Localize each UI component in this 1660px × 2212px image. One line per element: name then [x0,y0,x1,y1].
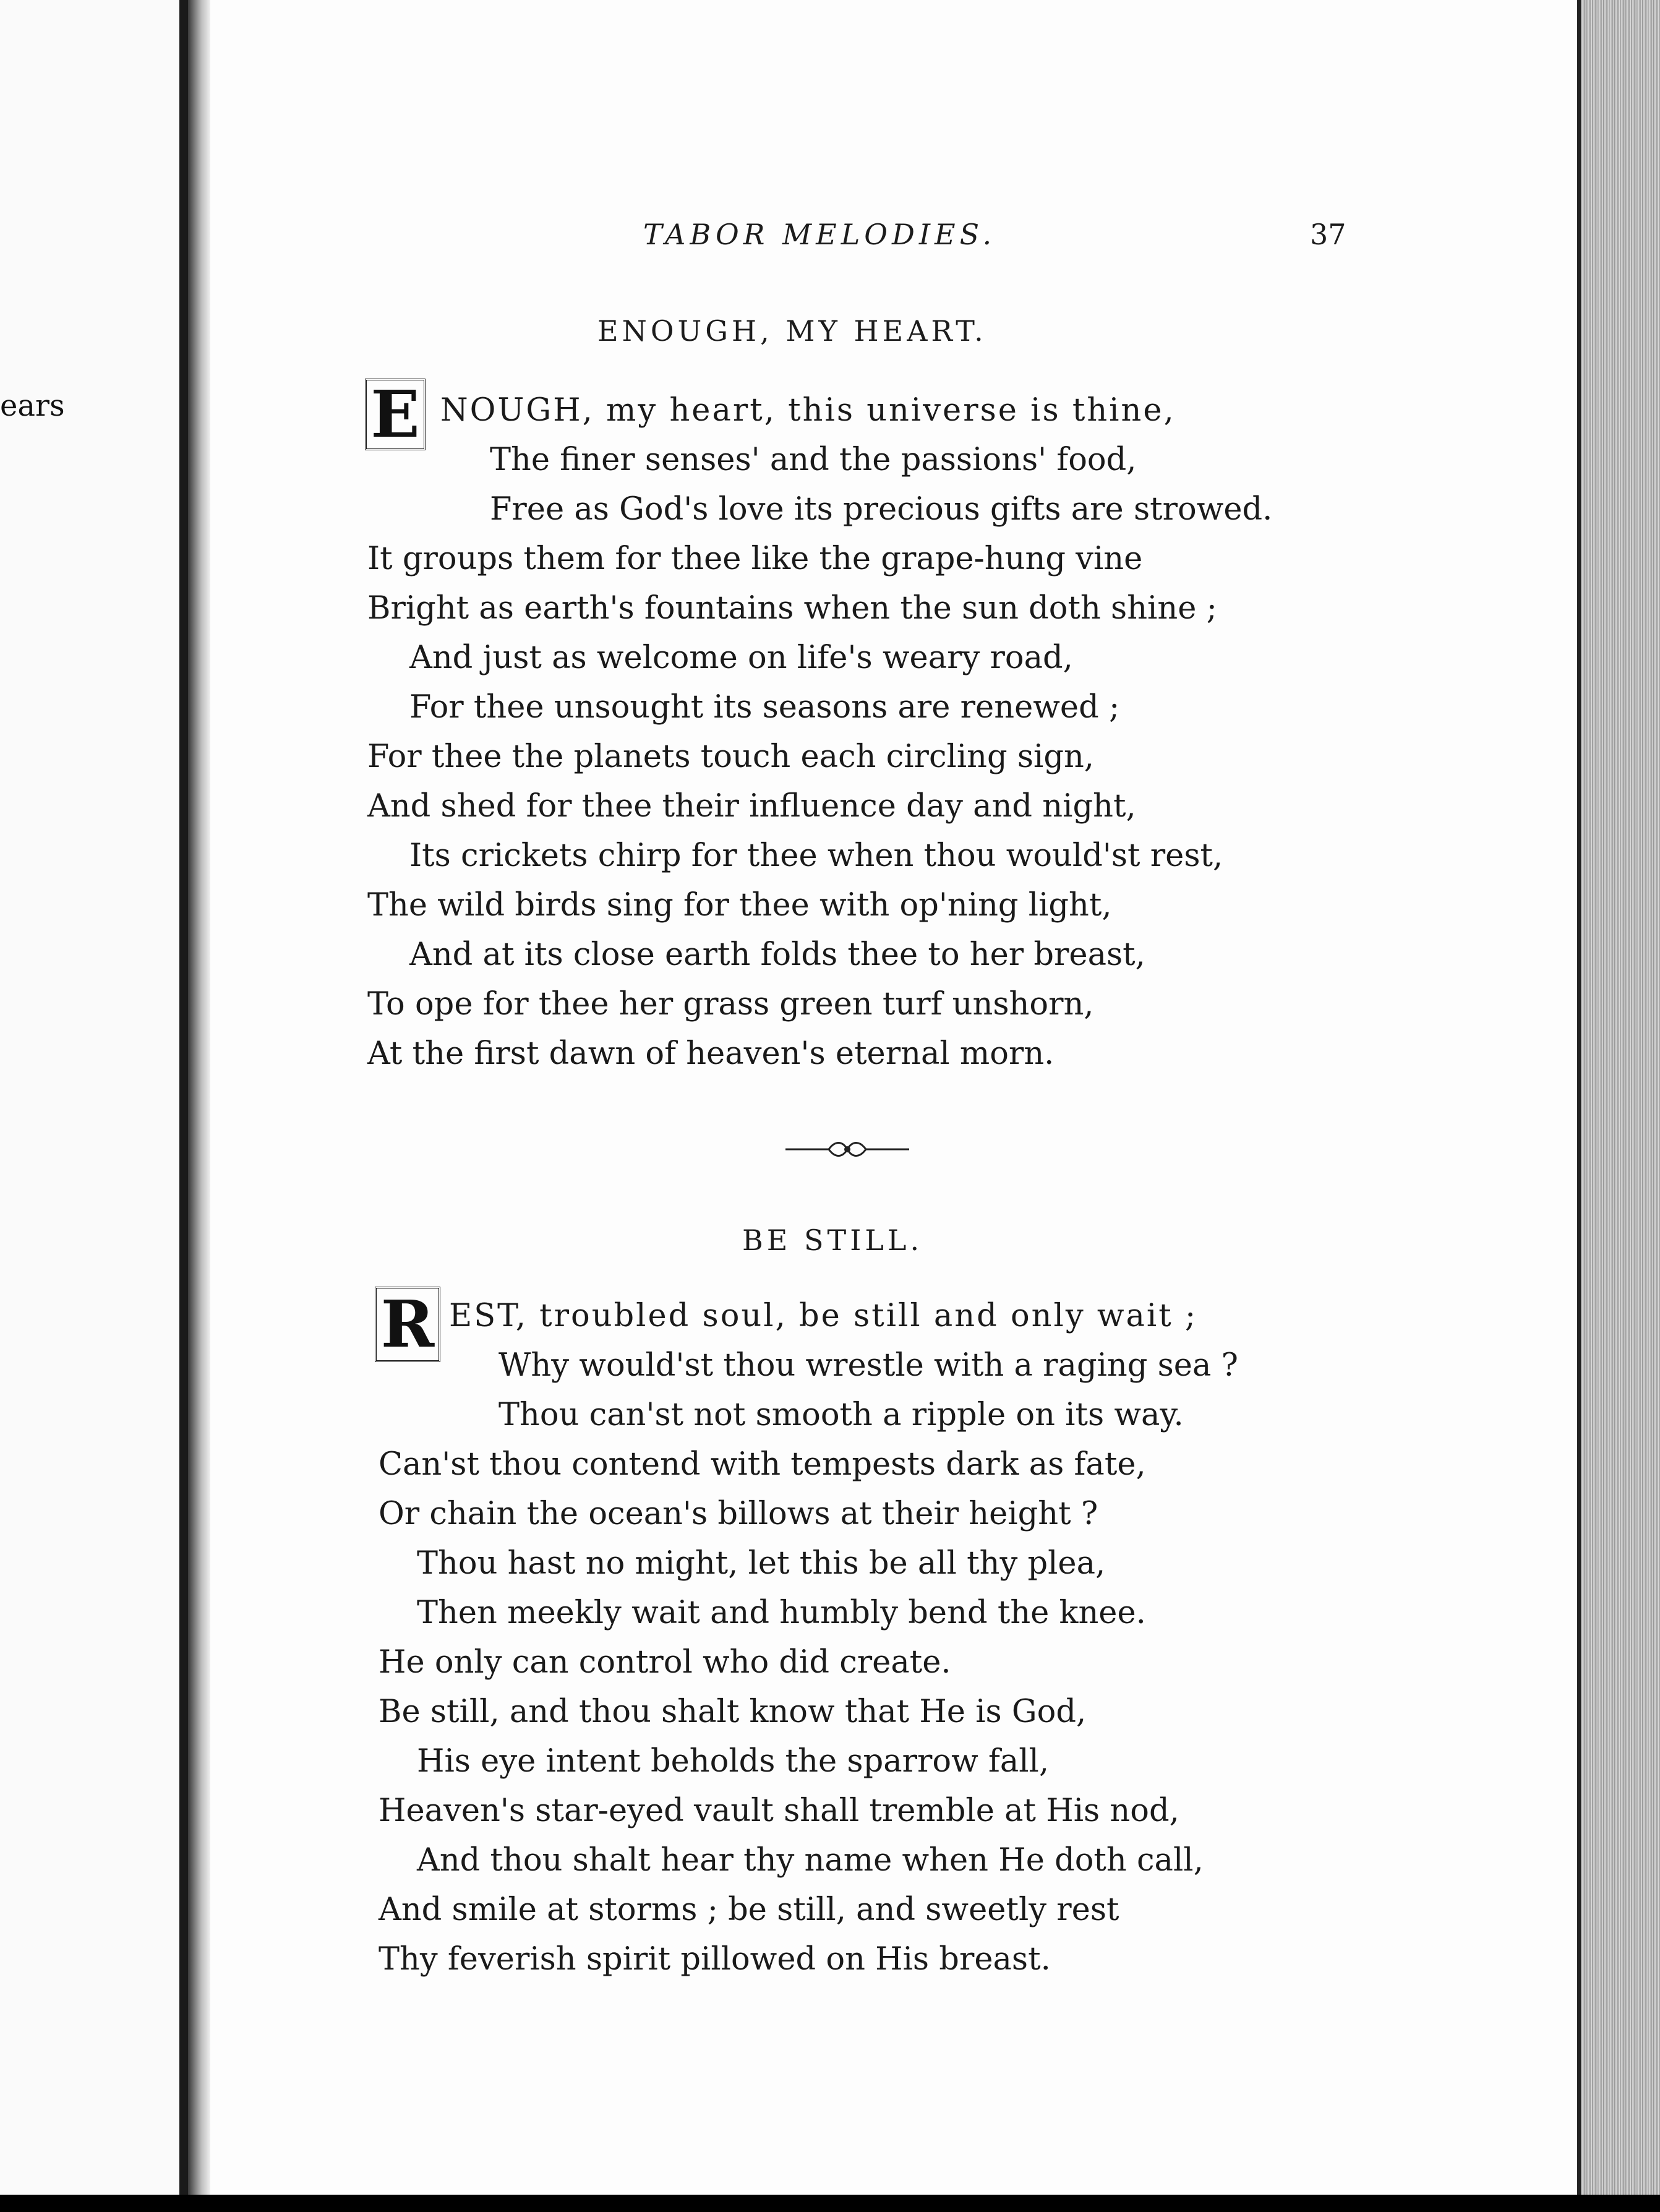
poem1-line-8: For thee the planets touch each circling sign, [367,739,1095,775]
page-gutter [188,0,210,2212]
page-edges [1577,0,1660,2212]
poem-title-be-still: BE STILL. [742,1224,923,1257]
poem1-line-1: NOUGH, my heart, this universe is thine, [440,392,1176,429]
ornament-divider-icon [785,1137,909,1162]
poem1-line-11: The wild birds sing for thee with op'ning light, [367,887,1112,924]
left-facing-page [0,0,188,2212]
poem1-line-10: Its crickets chirp for thee when thou would'st rest, [409,838,1223,874]
poem-title-enough-my-heart: ENOUGH, MY HEART. [597,314,987,348]
poem2-line-14: Thy feverish spirit pillowed on His breast. [379,1941,1051,1978]
poem2-line-11: Heaven's star-eyed vault shall tremble at His nod, [379,1793,1179,1829]
poem2-line-4: Can'st thou contend with tempests dark as fate, [379,1446,1146,1483]
running-title: TABOR MELODIES. [643,218,996,251]
poem2-line-1: EST, troubled soul, be still and only wait ; [449,1298,1198,1334]
dropcap-letter: E [365,379,426,450]
dropcap-e [365,376,426,452]
poem1-line-12: And at its close earth folds thee to her breast, [409,937,1145,973]
poem1-line-3: Free as God's love its precious gifts are strowed. [490,491,1273,528]
poem1-line-5: Bright as earth's fountains when the sun doth shine ; [367,590,1217,627]
poem2-line-5: Or chain the ocean's billows at their height ? [379,1496,1098,1532]
scan-bottom-edge [0,2195,1660,2212]
dropcap-r [375,1287,440,1362]
dropcap-letter: R [375,1287,440,1362]
poem2-line-9: Be still, and thou shalt know that He is God, [379,1694,1087,1730]
poem2-line-3: Thou can'st not smooth a ripple on its way. [498,1397,1184,1433]
poem1-line-7: For thee unsought its seasons are renewed ; [409,689,1120,726]
poem2-line-6: Thou hast no might, let this be all thy plea, [417,1545,1106,1582]
poem1-line-2: The finer senses' and the passions' food, [490,442,1137,478]
page-number: 37 [1310,218,1346,251]
poem1-line-6: And just as welcome on life's weary road, [409,640,1073,676]
left-page-fragment: ears [0,388,65,423]
poem1-line-13: To ope for thee her grass green turf unshorn, [367,986,1094,1022]
poem2-line-10: His eye intent beholds the sparrow fall, [417,1743,1050,1780]
poem2-line-2: Why would'st thou wrestle with a raging sea ? [498,1347,1238,1384]
poem1-line-9: And shed for thee their influence day and night, [367,788,1136,825]
poem2-line-7: Then meekly wait and humbly bend the knee. [417,1595,1146,1631]
poem1-line-14: At the first dawn of heaven's eternal morn. [367,1035,1055,1072]
poem2-line-8: He only can control who did create. [379,1644,951,1681]
poem2-line-12: And thou shalt hear thy name when He doth call, [417,1842,1204,1879]
poem2-line-13: And smile at storms ; be still, and sweetly rest [379,1892,1119,1928]
poem1-line-4: It groups them for thee like the grape-hung vine [367,541,1143,577]
